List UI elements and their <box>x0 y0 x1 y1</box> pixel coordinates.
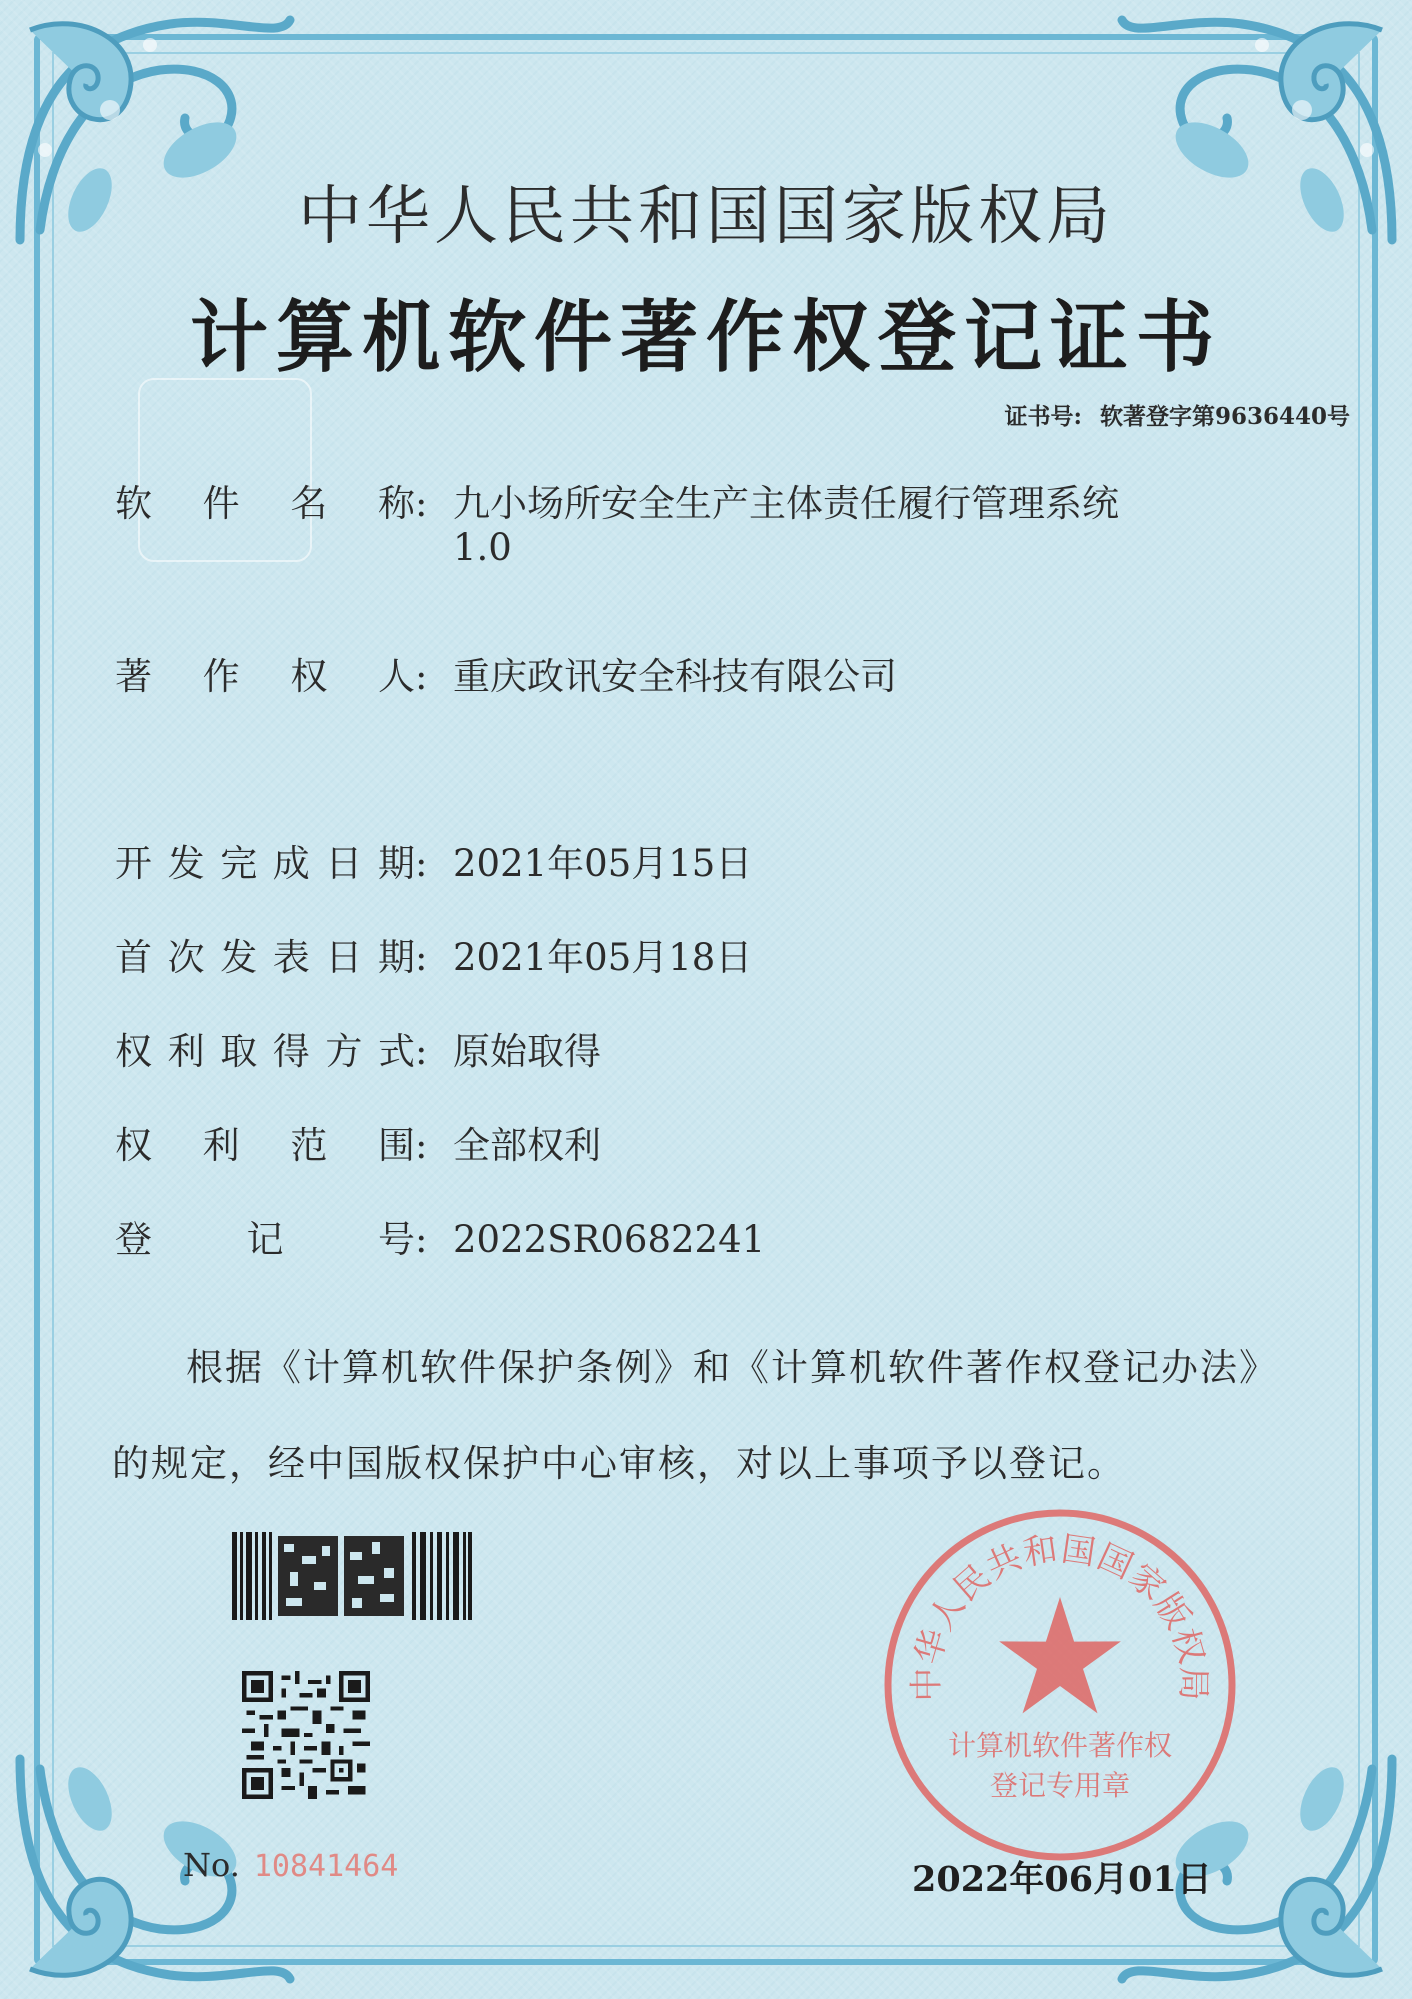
seal-inner-line1: 计算机软件著作权 <box>947 1729 1173 1762</box>
field-value: 2021年05月15日 <box>453 842 753 885</box>
issue-date: 2022年06月01日 <box>912 1859 1212 1900</box>
field-rights-scope <box>115 1124 601 1168</box>
field-label: 首次发表日期 <box>115 936 415 979</box>
software-version-text: 1.0 <box>453 526 512 569</box>
field-colon: : <box>415 482 428 525</box>
serial-number-label: No. <box>183 1846 240 1884</box>
issuing-office: 中华人民共和国国家版权局 <box>298 180 1114 254</box>
field-copyright-owner <box>115 655 897 699</box>
serial-number <box>183 1846 398 1884</box>
software-name-text: 九小场所安全生产主体责任履行管理系统 <box>453 482 1119 525</box>
field-value: 原始取得 <box>453 1030 601 1073</box>
official-seal-stamp <box>880 1505 1240 1865</box>
field-colon: : <box>415 655 428 698</box>
field-colon: : <box>415 936 428 979</box>
field-label: 权利取得方式 <box>115 1030 415 1073</box>
field-label: 登记号 <box>115 1218 415 1261</box>
field-label: 权利范围 <box>115 1124 415 1167</box>
field-value: 重庆政讯安全科技有限公司 <box>453 655 897 698</box>
certificate-number <box>1004 398 1350 431</box>
field-colon: : <box>415 1124 428 1167</box>
certificate-number-value: 软著登字第9636440号 <box>1099 403 1350 430</box>
field-acquisition-method <box>115 1030 601 1074</box>
field-completion-date <box>115 842 752 886</box>
star-icon <box>999 1597 1121 1713</box>
field-software-name <box>115 482 1119 570</box>
certificate-number-label: 证书号: <box>1004 403 1082 430</box>
barcode-icon <box>232 1532 472 1620</box>
field-value <box>453 482 1119 570</box>
seal-ring-text: 中华人民共和国国家版权局 <box>906 1529 1214 1702</box>
qr-code-icon <box>242 1671 370 1799</box>
field-label: 开发完成日期 <box>115 842 415 885</box>
seal-inner-line2: 登记专用章 <box>989 1769 1131 1802</box>
field-label: 软件名称 <box>115 482 415 525</box>
field-label: 著作权人 <box>115 655 415 698</box>
field-colon: : <box>415 1218 428 1261</box>
field-registration-number <box>115 1218 765 1262</box>
field-colon: : <box>415 842 428 885</box>
field-publication-date <box>115 936 752 980</box>
field-value: 全部权利 <box>453 1124 601 1167</box>
field-value: 2022SR0682241 <box>453 1218 766 1261</box>
certificate-title: 计算机软件著作权登记证书 <box>189 292 1222 383</box>
serial-number-value: 10841464 <box>253 1849 399 1884</box>
field-colon: : <box>415 1030 428 1073</box>
field-value: 2021年05月18日 <box>453 936 753 979</box>
registration-statement: 根据《计算机软件保护条例》和《计算机软件著作权登记办法》的规定，经中国版权保护中心审核，对以上事项予以登记。 <box>112 1346 1278 1485</box>
